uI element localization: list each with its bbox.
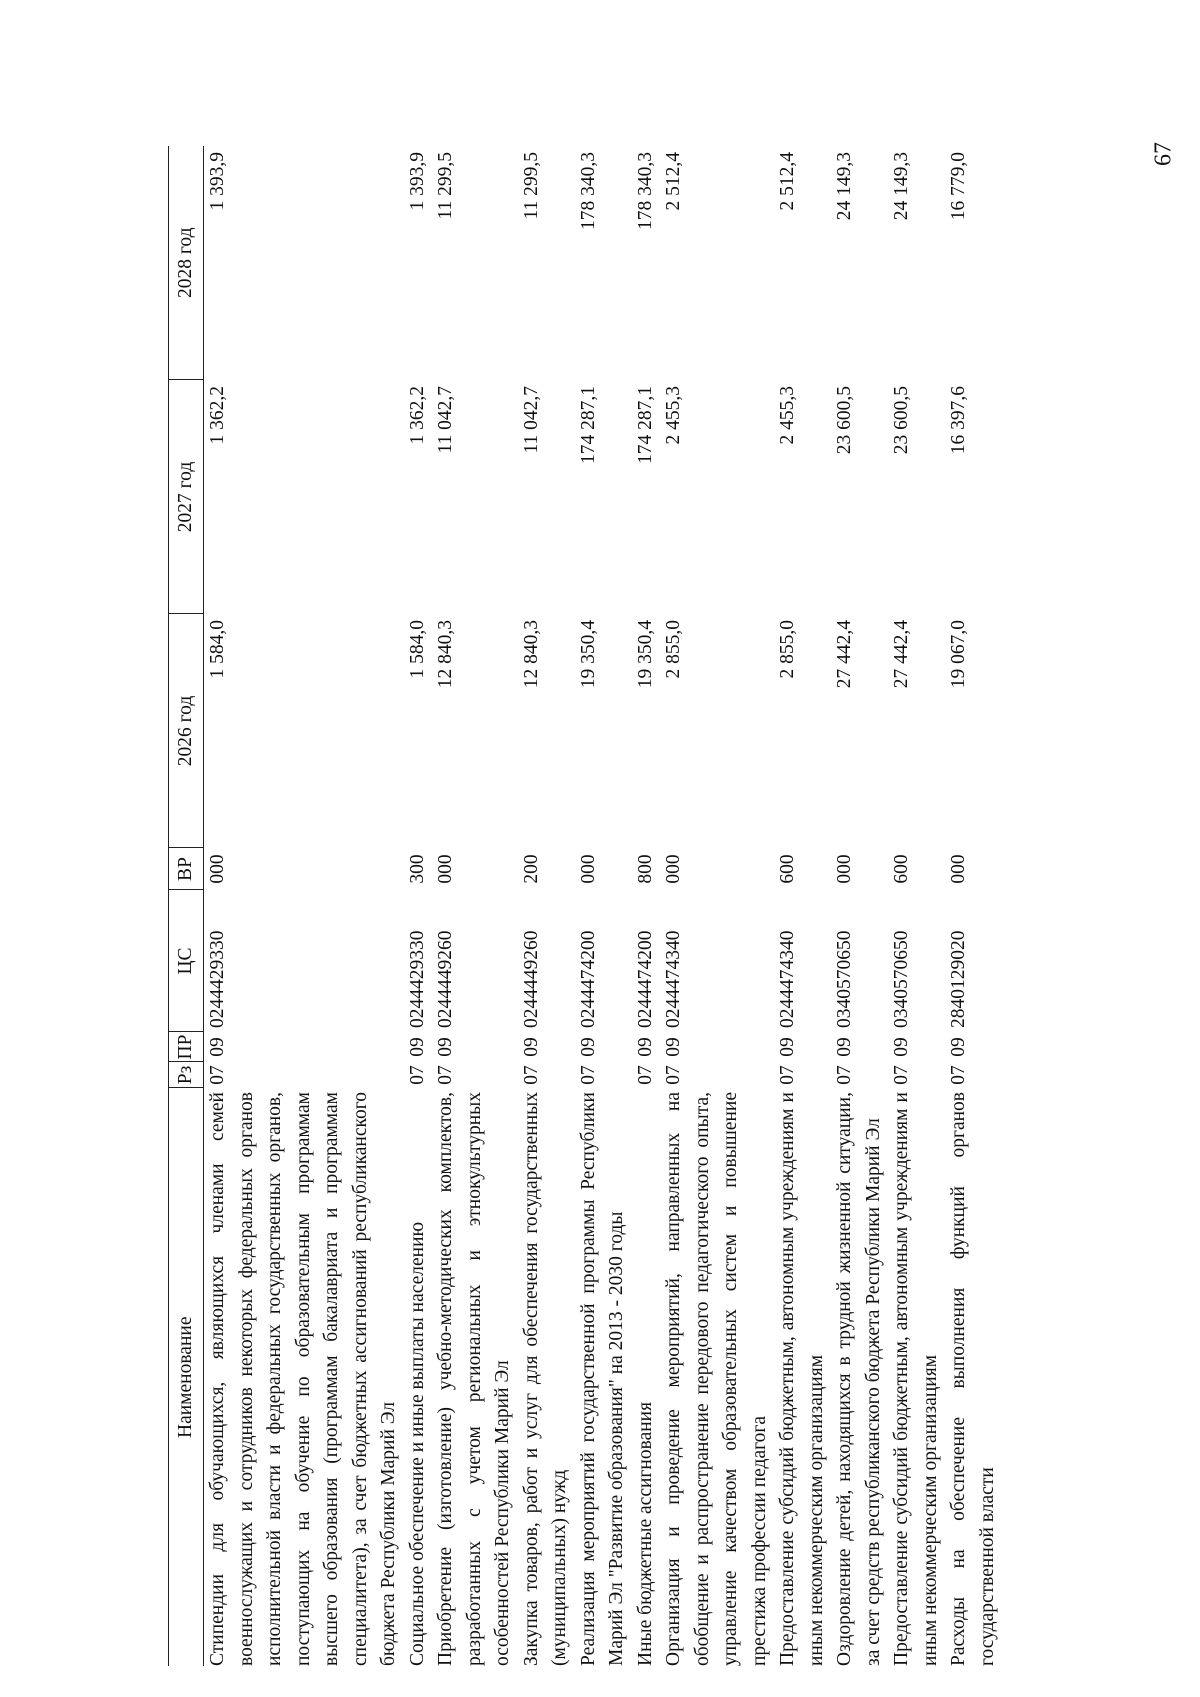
row-2028: 24 149,3 [834,152,855,221]
table-row [204,146,404,1666]
row-cs: 0340570650 [891,930,912,1028]
row-2026: 19 350,4 [634,620,656,689]
row-2026: 27 442,4 [834,620,855,689]
row-rz: 07 [520,1065,542,1085]
row-2026: 2 855,0 [777,620,798,679]
header-pr: ПР [169,1032,204,1062]
row-name: Стипендии для обучающихся, являющихся членами семей военнослужащих и сотрудников некоторых федеральных органов исполнительной власти и федеральных государственных органов, поступающих на обучение по образовательным программам высшего образования (программам бакалавриата и программам специалитета), за счет бюджетных ассигнований республиканского бюджета Республики Марий Эл [207,1092,399,1666]
row-name: Оздоровление детей, находящихся в трудной жизненной ситуации, за счет средств республиканского бюджета Республики Марий Эл [834,1092,884,1666]
row-2028: 178 340,3 [634,152,656,230]
row-2026: 1 584,0 [207,620,228,679]
table-row [575,146,632,1666]
row-2027: 11 042,7 [435,386,456,454]
row-2027: 2 455,3 [663,386,684,445]
row-name: Приобретение (изготовление) учебно-методических комплектов, разработанных с учетом региональных и этнокультурных особенностей Республики Марий Эл [435,1092,513,1666]
header-row [169,146,204,1666]
row-2028: 2 512,4 [777,152,798,211]
row-cs: 0244449260 [435,930,456,1028]
row-cs: 0340570650 [834,930,855,1028]
row-2028: 11 299,5 [435,152,456,220]
row-pr: 09 [520,1037,542,1057]
row-2026: 27 442,4 [891,620,912,689]
row-pr: 09 [435,1037,456,1057]
header-2027: 2027 год [169,380,204,614]
table-row [888,146,945,1666]
row-vr: 000 [948,854,969,884]
row-cs: 0244429330 [207,930,228,1028]
row-vr: 600 [891,854,912,884]
row-2027: 1 362,2 [406,386,428,445]
table-header [169,146,204,1666]
header-vr: ВР [169,848,204,890]
row-vr: 000 [435,854,456,884]
row-rz: 07 [207,1065,228,1085]
row-2026: 12 840,3 [520,620,542,689]
row-cs: 0244474200 [577,930,599,1028]
table-row [945,146,1002,1666]
row-2027: 174 287,1 [577,386,599,464]
row-pr: 09 [948,1037,969,1057]
row-vr: 200 [520,854,542,884]
row-vr: 600 [777,854,798,884]
table-row [404,146,433,1666]
row-pr: 09 [406,1037,428,1057]
row-cs: 0244429330 [406,930,428,1028]
table-body [204,146,1003,1666]
header-cs: ЦС [169,890,204,1032]
row-vr: 000 [834,854,855,884]
rotated-page-content [168,146,1198,1666]
row-2027: 11 042,7 [520,386,542,454]
table-row [831,146,888,1666]
row-vr: 800 [634,854,656,884]
row-cs: 0244474200 [634,930,656,1028]
row-rz: 07 [891,1065,912,1085]
row-name: Предоставление субсидий бюджетным, автономным учреждениям и иным некоммерческим организациям [777,1092,827,1666]
row-pr: 09 [577,1037,599,1057]
row-pr: 09 [634,1037,656,1057]
row-2028: 16 779,0 [948,152,969,221]
row-2028: 2 512,4 [663,152,684,211]
table-row [432,146,518,1666]
row-rz: 07 [634,1065,656,1085]
row-2026: 19 350,4 [577,620,599,689]
row-cs: 2840129020 [948,930,969,1028]
row-2028: 1 393,9 [406,152,428,211]
row-2027: 1 362,2 [207,386,228,445]
row-2028: 11 299,5 [520,152,542,220]
header-2026: 2026 год [169,614,204,848]
row-2027: 174 287,1 [634,386,656,464]
row-name: Социальное обеспечение и иные выплаты населению [406,1221,428,1666]
row-name: Организация и проведение мероприятий, направленных на обобщение и распространение передового педагогического опыта, управление качеством образовательных систем и повышение престижа профессии педагога [663,1092,770,1666]
page-number: 67 [1150,142,1177,166]
table-row [518,146,575,1666]
row-2027: 16 397,6 [948,386,969,455]
row-name: Реализация мероприятий государственной программы Республики Марий Эл "Развитие образования" на 2013 - 2030 годы [577,1092,627,1666]
header-2028: 2028 год [169,146,204,380]
row-2027: 2 455,3 [777,386,798,445]
header-name: Наименование [169,1088,204,1666]
row-name: Расходы на обеспечение выполнения функций органов государственной власти [948,1092,998,1666]
row-rz: 07 [777,1065,798,1085]
row-pr: 09 [891,1037,912,1057]
budget-table [168,146,1002,1666]
row-pr: 09 [207,1037,228,1057]
row-2027: 23 600,5 [834,386,855,455]
row-vr: 000 [663,854,684,884]
row-name: Закупка товаров, работ и услуг для обеспечения государственных (муниципальных) нужд [520,1092,570,1666]
row-vr: 000 [207,854,228,884]
row-name: Иные бюджетные ассигнования [634,1401,656,1666]
row-rz: 07 [577,1065,599,1085]
row-2026: 1 584,0 [406,620,428,679]
table-row [632,146,661,1666]
table-row [660,146,774,1666]
row-vr: 300 [406,854,428,884]
row-2026: 2 855,0 [663,620,684,679]
row-2026: 19 067,0 [948,620,969,689]
row-name: Предоставление субсидий бюджетным, автономным учреждениям и иным некоммерческим организациям [891,1092,941,1666]
row-2028: 178 340,3 [577,152,599,230]
row-2028: 1 393,9 [207,152,228,211]
row-pr: 09 [663,1037,684,1057]
row-rz: 07 [834,1065,855,1085]
row-rz: 07 [663,1065,684,1085]
row-pr: 09 [834,1037,855,1057]
row-2028: 24 149,3 [891,152,912,221]
row-pr: 09 [777,1037,798,1057]
row-rz: 07 [948,1065,969,1085]
row-rz: 07 [435,1065,456,1085]
table-row [774,146,831,1666]
row-vr: 000 [577,854,599,884]
row-cs: 0244449260 [520,930,542,1028]
row-cs: 0244474340 [777,930,798,1028]
row-cs: 0244474340 [663,930,684,1028]
row-rz: 07 [406,1065,428,1085]
row-2026: 12 840,3 [435,620,456,689]
row-2027: 23 600,5 [891,386,912,455]
header-rz: Рз [169,1062,204,1088]
